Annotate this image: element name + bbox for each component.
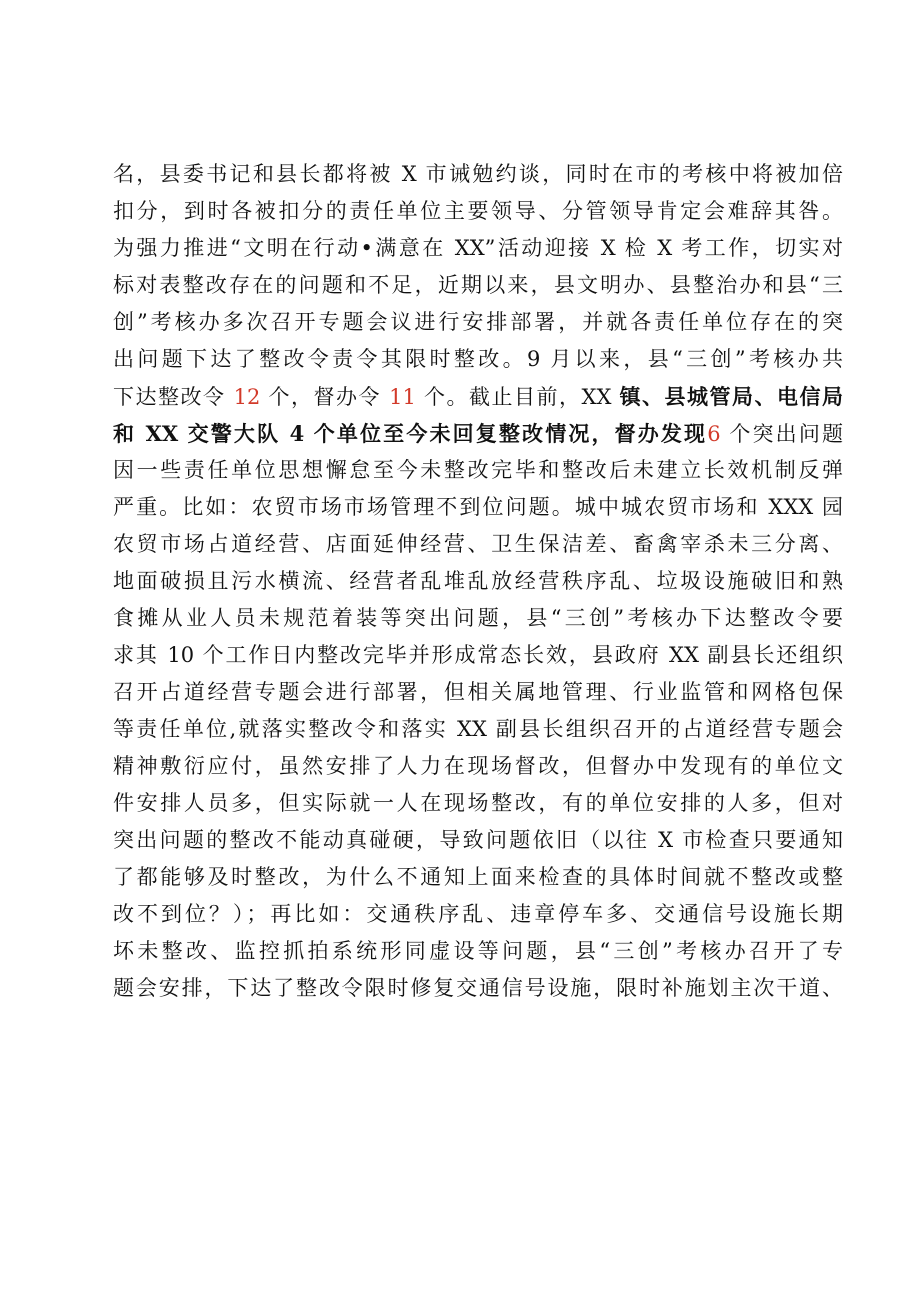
text-line [113, 637, 843, 674]
text-line [113, 563, 843, 600]
text-line [113, 711, 843, 748]
text-line [113, 822, 843, 859]
text-line [113, 489, 843, 526]
text-segment: 个突出问题 [720, 422, 843, 446]
text-segment: 件安排人员多，但实际就一人在现场整改，有的单位安排的人多，但对 [113, 791, 843, 815]
text-segment: 精神敷衍应付，虽然安排了人力在现场督改，但督办中发现有的单位文 [113, 754, 843, 778]
text-line [113, 674, 843, 711]
text-segment: 了都能够及时整改，为什么不通知上面来检查的具体时间就不整改或整 [113, 865, 843, 889]
text-segment: 求其 10 个工作日内整改完毕并形成常态长效，县政府 XX 副县长还组织 [113, 643, 843, 667]
text-line [113, 526, 843, 563]
text-segment: 严重。比如：农贸市场市场管理不到位问题。城中城农贸市场和 XXX 园 [113, 495, 843, 519]
text-segment: 创”考核办多次召开专题会议进行安排部署，并就各责任单位存在的突 [113, 310, 843, 334]
text-line [113, 452, 843, 489]
text-segment: 扣分，到时各被扣分的责任单位主要领导、分管领导肯定会难辞其咎。 [113, 199, 843, 223]
bold-text: 镇、县城管局、电信局 [619, 384, 843, 409]
text-line [113, 933, 843, 970]
text-line [113, 748, 843, 785]
text-line [113, 859, 843, 896]
text-line [113, 600, 843, 637]
text-line [113, 193, 843, 230]
highlighted-number: 6 [707, 422, 721, 446]
text-line [113, 415, 843, 452]
bold-text: 和 XX 交警大队 4 个单位至今未回复整改情况，督办发现 [113, 421, 708, 446]
text-segment: 个。截止目前，XX [415, 385, 620, 409]
text-segment: 出问题下达了整改令责令其限时整改。9 月以来，县“三创”考核办共 [113, 347, 843, 371]
text-segment: 等责任单位,就落实整改令和落实 XX 副县长组织召开的占道经营专题会 [113, 717, 843, 741]
text-segment: 地面破损且污水横流、经营者乱堆乱放经营秩序乱、垃圾设施破旧和熟 [113, 569, 843, 593]
text-segment: 食摊从业人员未规范着装等突出问题，县“三创”考核办下达整改令要 [113, 606, 843, 630]
text-segment: 因一些责任单位思想懈怠至今未整改完毕和整改后未建立长效机制反弹 [113, 458, 843, 482]
text-line [113, 230, 843, 267]
text-line [113, 341, 843, 378]
text-line [113, 156, 843, 193]
highlighted-number: 12 [233, 385, 261, 409]
text-segment: 个，督办令 [260, 385, 390, 409]
text-segment: 题会安排，下达了整改令限时修复交通信号设施，限时补施划主次干道、 [113, 976, 843, 1000]
text-segment: 为强力推进“文明在行动•满意在 XX”活动迎接 X 检 X 考工作，切实对 [113, 236, 843, 260]
text-line [113, 785, 843, 822]
text-line [113, 267, 843, 304]
text-segment: 坏未整改、监控抓拍系统形同虚设等问题，县“三创”考核办召开了专 [113, 939, 843, 963]
body-text [113, 156, 843, 1007]
highlighted-number: 11 [389, 385, 416, 409]
text-line [113, 304, 843, 341]
text-line [113, 896, 843, 933]
text-segment: 突出问题的整改不能动真碰硬，导致问题依旧（以往 X 市检查只要通知 [113, 828, 843, 852]
text-segment: 农贸市场占道经营、店面延伸经营、卫生保洁差、畜禽宰杀未三分离、 [113, 532, 843, 556]
text-segment: 名，县委书记和县长都将被 X 市诫勉约谈，同时在市的考核中将被加倍 [113, 162, 843, 186]
text-line [113, 378, 843, 415]
text-segment: 下达整改令 [113, 385, 234, 409]
text-segment: 召开占道经营专题会进行部署，但相关属地管理、行业监管和网格包保 [113, 680, 843, 704]
text-segment: 改不到位？）；再比如：交通秩序乱、违章停车多、交通信号设施长期 [113, 902, 843, 926]
text-line [113, 970, 843, 1007]
text-segment: 标对表整改存在的问题和不足，近期以来，县文明办、县整治办和县“三 [113, 273, 843, 297]
